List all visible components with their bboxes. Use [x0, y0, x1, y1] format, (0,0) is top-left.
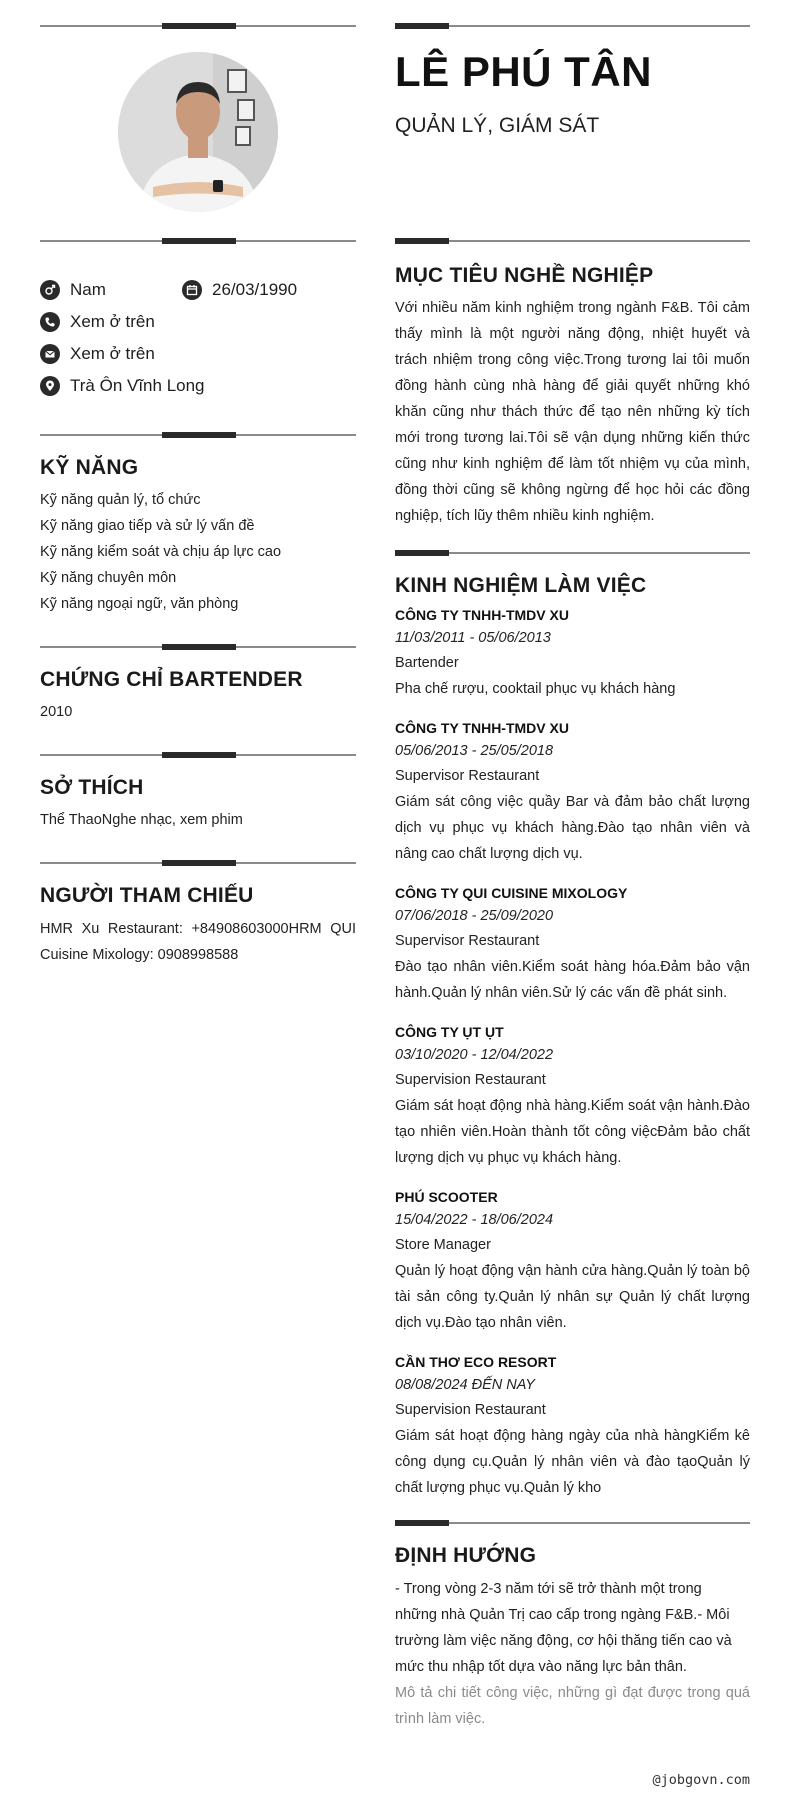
- certificates-text: 2010: [40, 704, 73, 720]
- avatar: [118, 52, 278, 212]
- orientation-placeholder: Mô tả chi tiết công việc, những gì đạt được trong quá trình làm việc.: [395, 1685, 750, 1727]
- calendar-icon: [182, 280, 202, 300]
- job-company: CÔNG TY ỤT ỤT: [395, 1024, 504, 1040]
- job-date: 07/06/2018 - 25/09/2020: [395, 908, 554, 924]
- job-position: Bartender: [395, 655, 459, 671]
- job-date: 03/10/2020 - 12/04/2022: [395, 1047, 554, 1063]
- candidate-name: LÊ PHÚ TÂN: [395, 48, 652, 95]
- divider: [395, 1522, 750, 1524]
- divider: [395, 240, 750, 242]
- divider: [40, 646, 356, 648]
- job-position: Supervisor Restaurant: [395, 768, 540, 784]
- experience-title: KINH NGHIỆM LÀM VIỆC: [395, 574, 647, 597]
- job-company: CẦN THƠ ECO RESORT: [395, 1354, 557, 1370]
- job-position: Supervision Restaurant: [395, 1072, 546, 1088]
- skill-item: Kỹ năng ngoại ngữ, văn phòng: [40, 596, 239, 612]
- divider: [395, 25, 750, 27]
- certificates-title: CHỨNG CHỈ BARTENDER: [40, 668, 303, 691]
- hobbies-text: Thể ThaoNghe nhạc, xem phim: [40, 812, 243, 828]
- divider: [40, 240, 356, 242]
- references-text: HMR Xu Restaurant: +84908603000HRM QUI Cuisine Mixology: 0908998588: [40, 921, 356, 963]
- skill-item: Kỹ năng chuyên môn: [40, 570, 177, 586]
- address-value: Trà Ôn Vĩnh Long: [70, 376, 205, 395]
- orientation-text: - Trong vòng 2-3 năm tới sẽ trở thành một trong những nhà Quản Trị cao cấp trong ngàng F&B.- Môi trường làm việc năng động, cơ hội thăng tiến cao và mức thu nhập tốt dựa vào năng lực bản thân.: [395, 1581, 732, 1675]
- job-position: Supervisor Restaurant: [395, 933, 540, 949]
- job-date: 05/06/2013 - 25/05/2018: [395, 743, 554, 759]
- job-company: PHÚ SCOOTER: [395, 1189, 498, 1205]
- job-description: Giám sát hoạt động nhà hàng.Kiểm soát vận hành.Đào tạo nhiên viên.Hoàn thành tốt công việcĐảm bảo chất lượng dịch vụ phục vụ khách hàng.: [395, 1098, 750, 1166]
- objective-text: Với nhiều năm kinh nghiệm trong ngành F&B. Tôi cảm thấy mình là một người năng động, nhiệt huyết và trách nhiệm trong công việc.Trong tương lai tôi muốn đồng hành cùng nhà hàng để giải quyết những khó khăn cũng như thách thức để tạo nên những kỳ tích mới trong tương lai.Tôi sẽ vận dụng những kiến thức cũng như kinh nghiệm để làm tốt nhiệm vụ của mình, đồng thời cũng sẽ không ngừng để học hỏi các đồng nghiệp, tích lũy thêm nhiều kinh nghiệm.: [395, 300, 750, 524]
- divider: [395, 552, 750, 554]
- candidate-title: QUẢN LÝ, GIÁM SÁT: [395, 114, 600, 137]
- references-title: NGƯỜI THAM CHIẾU: [40, 884, 254, 907]
- skill-item: Kỹ năng quản lý, tổ chức: [40, 492, 201, 508]
- job-date: 11/03/2011 - 05/06/2013: [395, 630, 551, 646]
- job-company: CÔNG TY QUI CUISINE MIXOLOGY: [395, 885, 628, 901]
- divider: [40, 862, 356, 864]
- divider: [40, 434, 356, 436]
- email-value: Xem ở trên: [70, 344, 155, 363]
- divider: [40, 754, 356, 756]
- job-entry: [395, 604, 750, 702]
- job-position: Store Manager: [395, 1237, 491, 1253]
- watermark: @jobgovn.com: [652, 1772, 750, 1788]
- hobbies-title: SỞ THÍCH: [40, 776, 144, 799]
- gender-icon: [40, 280, 60, 300]
- job-date: 15/04/2022 - 18/06/2024: [395, 1212, 554, 1228]
- skill-item: Kỹ năng giao tiếp và sử lý vấn đề: [40, 518, 255, 534]
- job-description: Pha chế rượu, cooktail phục vụ khách hàng: [395, 681, 676, 697]
- job-date: 08/08/2024 ĐẾN NAY: [395, 1377, 535, 1393]
- orientation-title: ĐỊNH HƯỚNG: [395, 1544, 537, 1567]
- birthdate-value: 26/03/1990: [212, 280, 298, 299]
- skills-title: KỸ NĂNG: [40, 456, 139, 479]
- objective-title: MỤC TIÊU NGHỀ NGHIỆP: [395, 264, 654, 287]
- skill-item: Kỹ năng kiểm soát và chịu áp lực cao: [40, 544, 282, 560]
- divider: [40, 25, 356, 27]
- job-entry: [395, 882, 750, 1006]
- job-entry: [395, 1021, 750, 1171]
- gender-row: [40, 278, 106, 302]
- job-description: Giám sát hoạt động hàng ngày của nhà hàngKiểm kê công dụng cụ.Quản lý nhân viên và đào tạoQuản lý chất lượng phục vụ.Quản lý kho: [395, 1428, 750, 1496]
- job-description: Quản lý hoạt động vận hành cửa hàng.Quản lý toàn bộ tài sản công ty.Quản lý nhân sự Quản lý chất lượng dịch vụ.Đào tạo nhân viên.: [395, 1263, 750, 1331]
- job-entry: [395, 717, 750, 867]
- job-entry: [395, 1351, 750, 1501]
- phone-icon: [40, 312, 60, 332]
- email-icon: [40, 344, 60, 364]
- job-position: Supervision Restaurant: [395, 1402, 546, 1418]
- location-pin-icon: [40, 376, 60, 396]
- phone-value: Xem ở trên: [70, 312, 155, 331]
- gender-value: Nam: [70, 280, 106, 299]
- address-row: [40, 374, 205, 398]
- job-company: CÔNG TY TNHH-TMDV XU: [395, 607, 569, 623]
- email-row: [40, 342, 155, 366]
- phone-row: [40, 310, 155, 334]
- job-description: Đào tạo nhân viên.Kiểm soát hàng hóa.Đảm bảo vận hành.Quản lý nhân viên.Sử lý các vấn đề phát sinh.: [395, 959, 750, 1001]
- avatar-photo: [118, 52, 278, 212]
- job-entry: [395, 1186, 750, 1336]
- job-description: Giám sát công việc quầy Bar và đảm bảo chất lượng dịch vụ phục vụ khách hàng.Đào tạo nhân viên và nâng cao chất lượng dịch vụ.: [395, 794, 750, 862]
- job-company: CÔNG TY TNHH-TMDV XU: [395, 720, 569, 736]
- birthdate-row: [182, 278, 297, 302]
